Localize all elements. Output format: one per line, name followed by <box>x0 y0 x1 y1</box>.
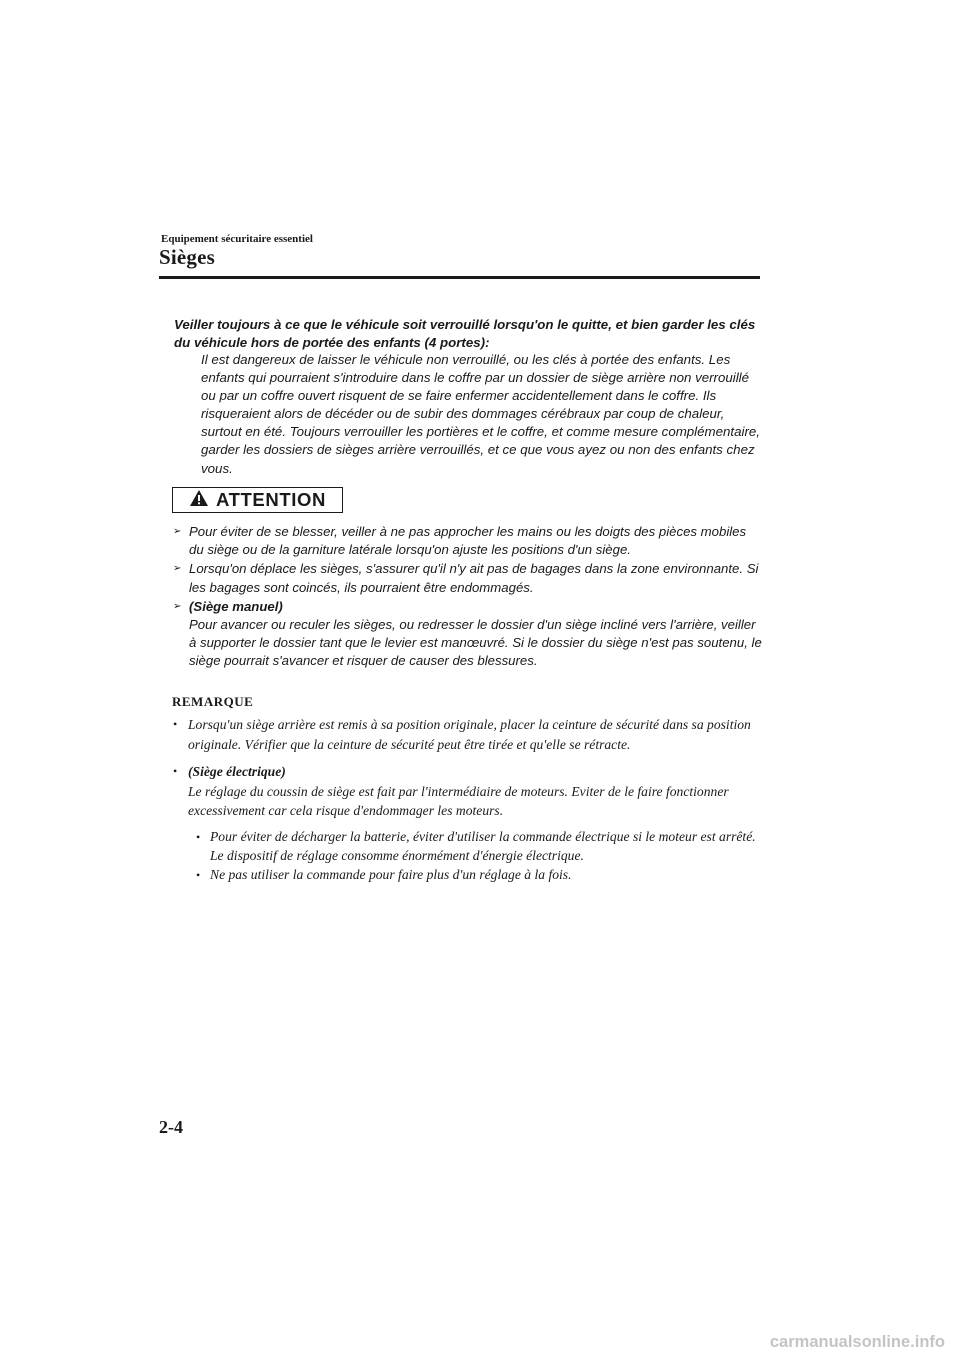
note-heading: REMARQUE <box>172 694 254 709</box>
bullet-icon: • <box>196 829 201 844</box>
watermark: carmanualsonline.info <box>769 1333 945 1351</box>
attention-label: ATTENTION <box>216 489 326 510</box>
note-list <box>172 715 762 893</box>
warning-triangle-icon <box>189 489 209 512</box>
page-number: 2-4 <box>159 1117 183 1137</box>
bullet-icon: • <box>173 764 178 779</box>
note-sub-text: Pour éviter de décharger la batterie, éviter d'utiliser la commande électrique si le moteur est arrêté. Le dispositif de réglage consomme énormément d'énergie électrique. <box>210 828 756 863</box>
note-sub-list <box>188 828 762 885</box>
chevron-right-icon: ➢ <box>173 563 182 575</box>
chevron-right-icon: ➢ <box>173 526 182 537</box>
caution-text: Pour éviter de se blesser, veiller à ne pas approcher les mains ou les doigts des pièces mobiles du siège ou de la garniture latérale lorsqu'on ajuste les positions d'un siège. <box>189 524 747 558</box>
note-lead: (Siège électrique) <box>188 764 286 780</box>
note-text: Lorsqu'un siège arrière est remis à sa position originale, placer la ceinture de sécurité dans sa position originale. Vérifier que la ceinture de sécurité peut être tirée et qu'elle se rétracte. <box>188 717 751 752</box>
caution-item <box>172 560 764 596</box>
note-item <box>172 762 762 885</box>
note-item <box>172 715 762 754</box>
attention-banner <box>172 487 343 513</box>
bullet-icon: • <box>196 868 201 883</box>
title-divider <box>159 276 760 279</box>
warning-heading: Veiller toujours à ce que le véhicule soit verrouillé lorsqu'on le quitte, et bien garder les clés du véhicule hors de portée des enfants (4 portes): <box>174 317 756 350</box>
note-sub-item <box>188 828 762 865</box>
caution-list <box>172 523 764 672</box>
warning-body: Il est dangereux de laisser le véhicule non verrouillé, ou les clés à portée des enfants. Les enfants qui pourraient s'introduire dans le coffre par un dossier de siège arrière non verrouillé ou par un coffre ouvert risquent de se faire enfermer accidentellement dans le coffre. Ils risqueraient alors de décéder ou de subir des dommages cérébraux par coup de chaleur, surtout en été. Toujours verrouiller les portières et le coffre, et comme mesure complémentaire, garder les dossiers de sièges arrière verrouillés, et ce que vous ayez ou non des enfants chez vous. <box>201 352 760 476</box>
caution-item <box>172 523 764 559</box>
page-title: Sièges <box>159 245 216 269</box>
note-sub-text: Ne pas utiliser la commande pour faire plus d'un réglage à la fois. <box>210 867 572 883</box>
caution-lead: (Siège manuel) <box>189 598 283 614</box>
caution-text: Lorsqu'on déplace les sièges, s'assurer qu'il n'y ait pas de bagages dans la zone environnante. Si les bagages sont coincés, ils pourraient être endommagés. <box>189 561 759 595</box>
section-label: Equipement sécuritaire essentiel <box>161 233 313 245</box>
chevron-right-icon: ➢ <box>173 600 182 612</box>
caution-item <box>172 598 764 671</box>
caution-text: Pour avancer ou reculer les sièges, ou redresser le dossier d'un siège incliné vers l'arrière, veiller à supporter le dossier tant que le levier est manœuvré. Si le dossier du siège n'est pas soutenu, le siège pourrait s'avancer et risquer de causer des blessures. <box>189 617 762 669</box>
note-sub-item <box>188 866 762 885</box>
note-text: Le réglage du coussin de siège est fait par l'intermédiaire de moteurs. Eviter de le faire fonctionner excessivement car cela risque d'endommager les moteurs. <box>188 783 729 819</box>
bullet-icon: • <box>173 717 178 731</box>
